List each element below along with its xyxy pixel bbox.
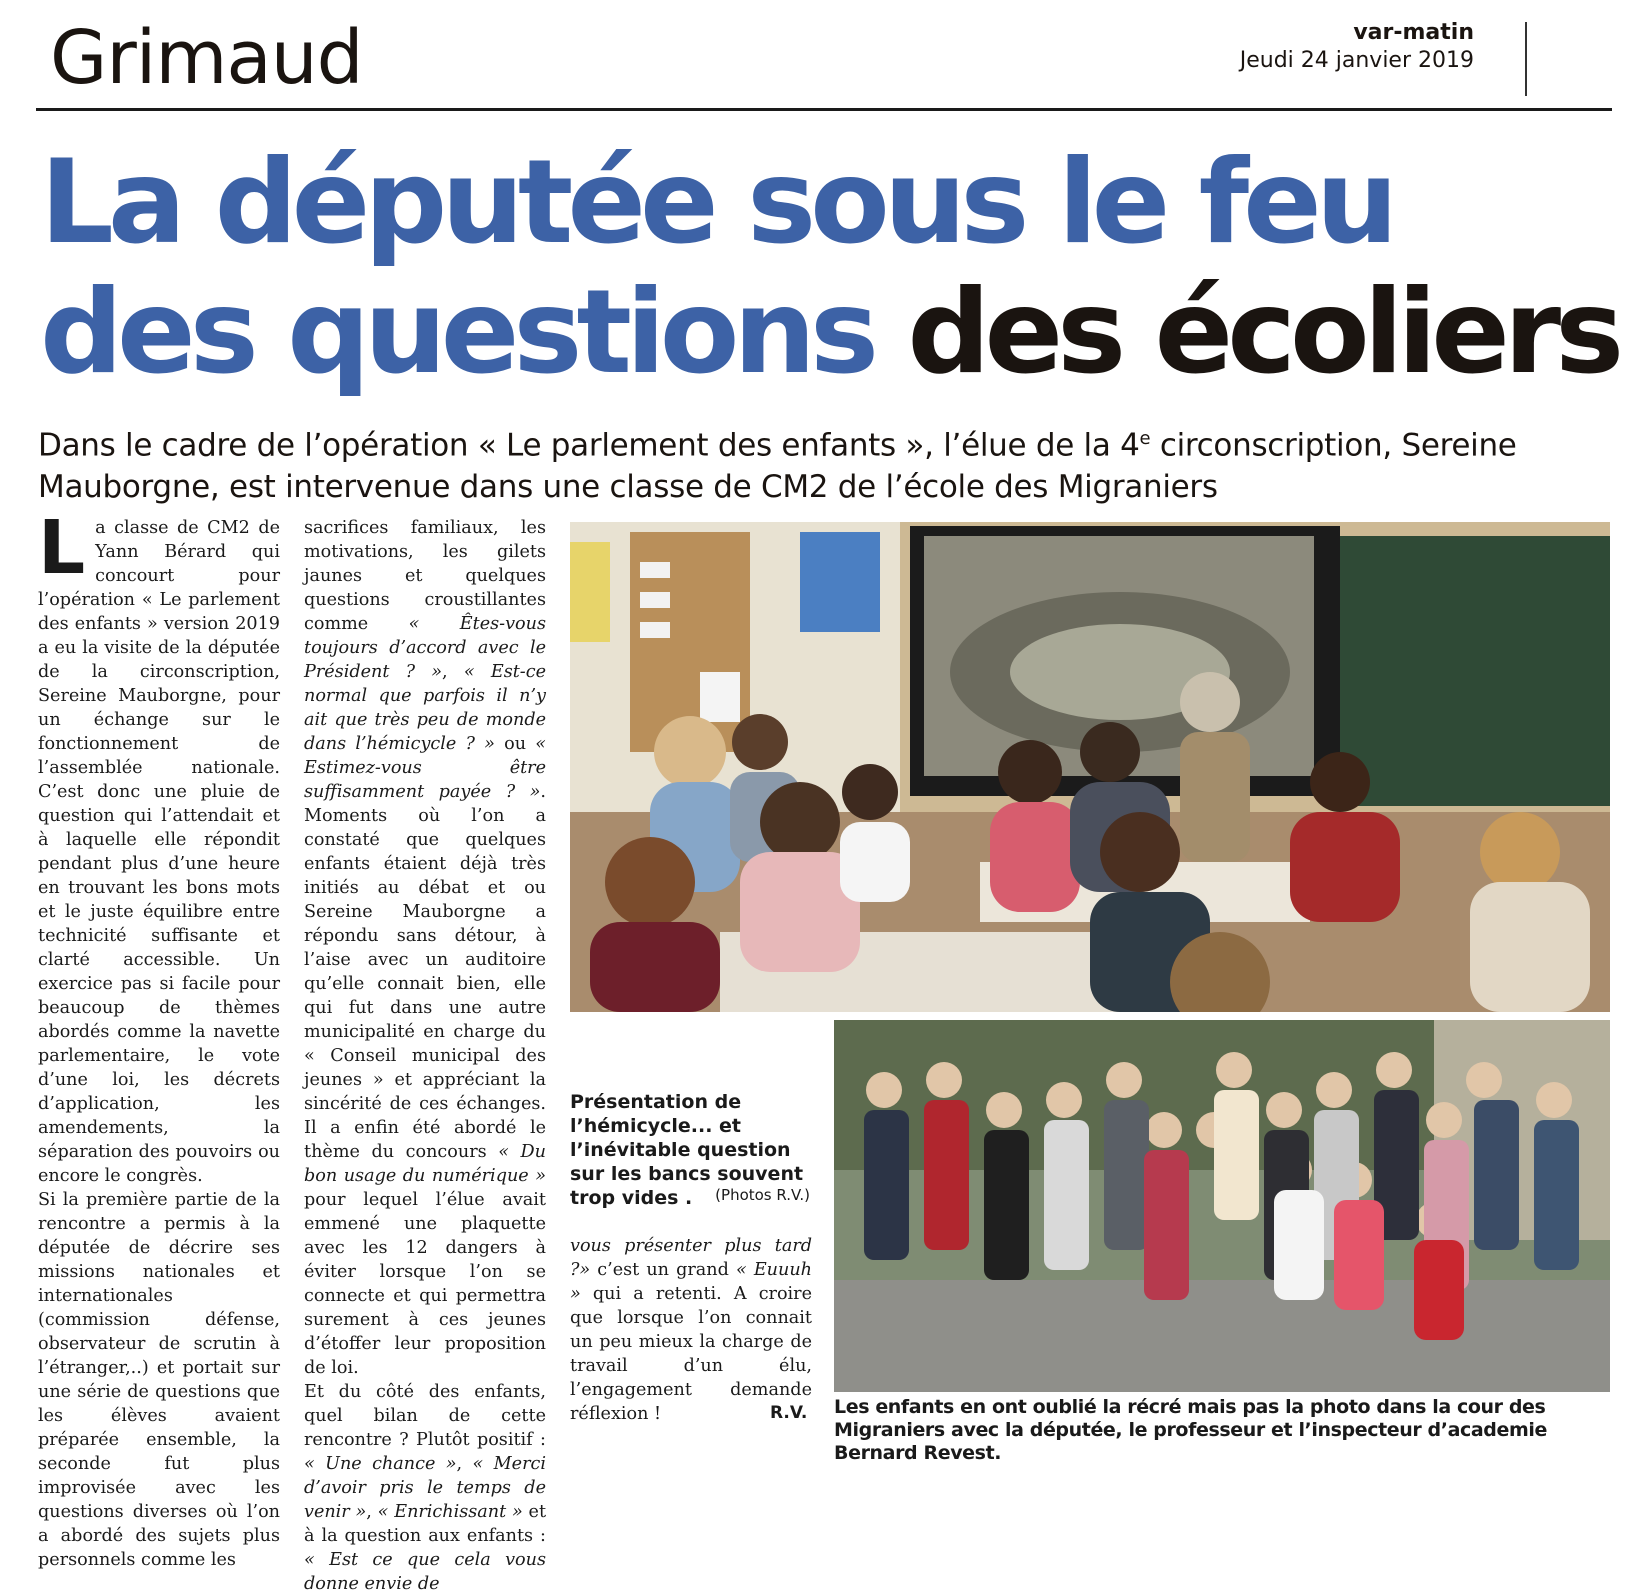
col3-text-b: qui a retenti. A croire que lorsque l’on connait un peu mieux la charge de travail d’un élu, l’engagement demande réflexion ! — [570, 1284, 812, 1424]
quote-6: « Merci d’avoir pris le temps de venir » — [304, 1454, 546, 1522]
author-signature: R.V. — [770, 1403, 808, 1423]
col2-text-c: pour lequel l’élue avait emmené une plaquette avec les 12 dangers à éviter lorsque l’on se connecte et qui permettra surement à ces jeunes d’étoffer leur proposition de loi. — [304, 1190, 546, 1378]
col2-sep-1: , — [442, 662, 464, 682]
quote-1: « Êtes-vous toujours d’accord avec le Président ? » — [304, 614, 546, 682]
col1-paragraph-1: a classe de CM2 de Yann Bérard qui concourt pour l’opération « Le parlement des enfants » version 2019 a eu la visite de la députée de la circonscription, Sereine Mauborgne, pour un échange sur le fonctionnement de l’assemblée nationale. C’est donc une pluie de question qui l’attendait et à laquelle elle répondit pendant plus d’une heure en trouvant les bons mots et le juste équilibre entre technicité suffisante et clarté accessible. Un exercice pas si facile pour beaucoup de thèmes abordés comme la navette parlementaire, le vote d’une loi, les décrets d’application, les amendements, la séparation des pouvoirs ou encore le congrès. — [38, 518, 280, 1186]
subhead-part-2: circonscription, Sereine Mauborgne, est intervenue dans une classe de CM2 de l’école des Migraniers — [38, 427, 1517, 506]
issue-date: Jeudi 24 janvier 2019 — [1239, 48, 1474, 73]
subhead-superscript: e — [1139, 428, 1151, 449]
col1-paragraph-2: Si la première partie de la rencontre a permis à la députée de décrire ses missions nationales et internationales (commission défense, observateur de scrutin à l’étranger,..) et portait sur une série de questions que les élèves avaient préparée ensemble, la seconde fut plus improvisée avec les questions diverses où l’on a abordé des sujets plus personnels comme les — [38, 1190, 280, 1570]
subheadline — [38, 418, 1608, 508]
quote-8-start: « Est ce que cela vous donne envie de — [304, 1550, 546, 1594]
drop-cap: L — [38, 505, 86, 591]
section-title: Grimaud — [50, 15, 363, 101]
article-column-3 — [570, 1234, 812, 1426]
photo-credit: (Photos R.V.) — [715, 1186, 810, 1204]
col2-text-e: et à la question aux enfants : — [304, 1502, 547, 1546]
col2-text-b: . Moments où l’on a constaté que quelques enfants étaient déjà très initiés au débat et ou Sereine Mauborgne a répondu sans détour, à l’aise avec un auditoire qu’elle connait bien, elle qui fut dans une autre municipalité en charge du « Conseil municipal des jeunes » et appréciant la sincérité de ces échanges. Il a enfin été abordé le thème du concours — [304, 782, 546, 1162]
quote-5: « Une chance » — [304, 1454, 457, 1474]
masthead-divider — [1525, 22, 1527, 96]
classroom-photo-caption: Présentation de l’hémicycle... et l’inévitable question sur les bancs souvent trop vides . — [570, 1091, 804, 1209]
col2-sep-2: ou — [494, 734, 536, 754]
col2-sep-4: , — [366, 1502, 378, 1522]
quote-2: « Est-ce normal que parfois il n’y ait que très peu de monde dans l’hémicycle ? » — [304, 662, 546, 754]
quote-4: « Du bon usage du numérique » — [304, 1142, 546, 1186]
col2-text-d: Et du côté des enfants, quel bilan de cette rencontre ? Plutôt positif : — [304, 1382, 546, 1450]
subhead-part-1: Dans le cadre de l’opération « Le parlement des enfants », l’élue de la 4 — [38, 427, 1140, 464]
group-photo-illustration — [834, 1020, 1610, 1392]
newspaper-name: var-matin — [1353, 20, 1474, 45]
quote-8-end: vous présenter plus tard ?» — [570, 1236, 812, 1280]
article-column-2 — [304, 516, 546, 1596]
classroom-photo-illustration — [570, 522, 1610, 1012]
col2-sep-3: , — [456, 1454, 473, 1474]
article-column-1 — [38, 505, 280, 1572]
headline-black-part: des écoliers — [907, 265, 1619, 400]
headline-line-2 — [40, 265, 1619, 400]
headline-blue-part: des questions — [40, 265, 874, 400]
col3-text-a: c’est un grand — [590, 1260, 736, 1280]
col2-text-a: sacrifices familiaux, les motivations, les gilets jaunes et quelques questions croustillantes comme — [304, 518, 546, 634]
classroom-photo — [570, 522, 1610, 1012]
quote-3: « Estimez-vous être suffisamment payée ? » — [304, 734, 547, 802]
quote-7: « Enrichissant » — [377, 1502, 523, 1522]
top-rule — [36, 108, 1612, 111]
quote-9: « Euuuh » — [570, 1260, 812, 1304]
headline-line-1: La députée sous le feu — [40, 135, 1393, 270]
group-photo — [834, 1020, 1610, 1392]
group-photo-caption: Les enfants en ont oublié la récré mais pas la photo dans la cour des Migraniers avec la députée, le professeur et l’inspecteur d’academie Bernard Revest. — [834, 1396, 1547, 1464]
